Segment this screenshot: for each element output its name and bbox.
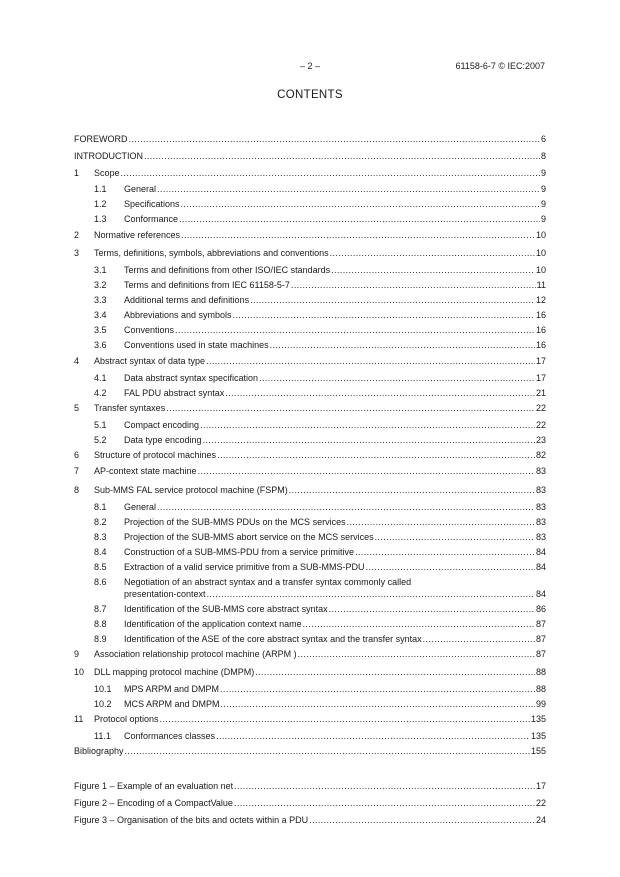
toc-entry-page: 8 [540, 151, 546, 161]
figure-entry-2[interactable] [74, 797, 546, 809]
toc-entry-page: 84 [535, 562, 546, 572]
toc-entry-label: Extraction of a valid service primitive from a SUB-MMS-PDU [124, 562, 365, 572]
toc-entry-number: 6 [74, 450, 80, 460]
header-page-number: – 2 – [299, 61, 321, 71]
toc-entry-label: Identification of the SUB-MMS core abstract syntax [124, 604, 328, 614]
toc-entry-page: 87 [535, 649, 546, 659]
toc-entry-number: 8.7 [94, 604, 107, 614]
toc-entry-number: 4.1 [94, 373, 107, 383]
toc-entry-number: 8.1 [94, 502, 107, 512]
toc-entry-page: 84 [535, 547, 546, 557]
toc-entry-page: 9 [540, 168, 546, 178]
toc-entry-label: INTRODUCTION [74, 151, 143, 161]
toc-entry-8-7[interactable] [94, 603, 546, 615]
toc-entry-label: Conventions used in state machines [124, 340, 269, 350]
toc-entry-page: 83 [535, 485, 546, 495]
toc-entry-label: presentation-context [124, 589, 206, 599]
toc-entry-8-5[interactable] [94, 561, 546, 573]
toc-entry-number: 3.6 [94, 340, 107, 350]
toc-entry-page: 88 [535, 667, 546, 677]
toc-entry-1-1[interactable] [94, 183, 546, 195]
toc-entry-number: 10 [74, 667, 85, 677]
toc-entry-label: Association relationship protocol machine (ARPM ) [94, 649, 297, 659]
page-title: CONTENTS [277, 89, 343, 101]
toc-entry-page: 87 [535, 634, 546, 644]
toc-entry-page: 88 [535, 684, 546, 694]
toc-entry-number: 1.1 [94, 184, 107, 194]
toc-entry-label: Construction of a SUB-MMS-PDU from a service primitive [124, 547, 355, 557]
toc-entry-label: DLL mapping protocol machine (DMPM) [94, 667, 255, 677]
toc-entry-number: 8.3 [94, 532, 107, 542]
toc-entry-page: 9 [540, 199, 546, 209]
toc-entry-number: 2 [74, 230, 80, 240]
toc-entry-3-4[interactable] [94, 309, 546, 321]
toc-entry-number: 7 [74, 466, 80, 476]
toc-entry-10-1[interactable] [94, 683, 546, 695]
toc-entry-label: Compact encoding [124, 420, 200, 430]
toc-entry-page: 84 [535, 589, 546, 599]
toc-entry-label: Normative references [94, 230, 181, 240]
toc-entry-number: 3.4 [94, 310, 107, 320]
toc-entry-1-2[interactable] [94, 198, 546, 210]
figure-entry-3[interactable] [74, 814, 546, 826]
toc-entry-page: 21 [535, 388, 546, 398]
toc-entry-8-6[interactable] [94, 576, 546, 588]
toc-entry-number: 3 [74, 248, 80, 258]
toc-entry-8-1[interactable] [94, 501, 546, 513]
toc-entry-number: 3.2 [94, 280, 107, 290]
toc-entry-number: 3.3 [94, 295, 107, 305]
toc-entry-page: 17 [535, 356, 546, 366]
toc-entry-number: 8.6 [94, 577, 107, 587]
toc-entry-number: 4.2 [94, 388, 107, 398]
toc-entry-label: Conventions [124, 325, 175, 335]
toc-entry-page: 10 [535, 248, 546, 258]
toc-entry-page: 16 [535, 325, 546, 335]
toc-entry-label-line1: Negotiation of an abstract syntax and a transfer syntax commonly called [124, 577, 412, 587]
toc-entry-4-2[interactable] [94, 387, 546, 399]
toc-entry-number: 5.1 [94, 420, 107, 430]
toc-entry-label: Scope [94, 168, 120, 178]
toc-entry-page: 135 [530, 714, 546, 724]
toc-entry-number: 11 [74, 714, 84, 724]
toc-entry-8-3[interactable] [94, 531, 546, 543]
toc-entry-3-6[interactable] [94, 339, 546, 351]
toc-entry-page: 155 [530, 746, 546, 756]
toc-entry-8-6-cont[interactable] [124, 588, 546, 600]
toc-entry-label: Data type encoding [124, 435, 202, 445]
toc-entry-introduction[interactable] [74, 150, 546, 162]
toc-entry-label: Terms and definitions from other ISO/IEC standards [124, 265, 331, 275]
toc-entry-page: 11 [536, 280, 546, 290]
header-standard-reference: 61158-6-7 © IEC:2007 [455, 61, 545, 71]
toc-entry-5-1[interactable] [94, 419, 546, 431]
figure-entry-page: 24 [535, 815, 546, 825]
toc-entry-label: Protocol options [94, 714, 159, 724]
toc-entry-3-5[interactable] [94, 324, 546, 336]
toc-entry-page: 83 [535, 517, 546, 527]
toc-entry-number: 8.5 [94, 562, 107, 572]
toc-entry-label: Abbreviations and symbols [124, 310, 232, 320]
toc-entry-3-2[interactable] [94, 279, 546, 291]
toc-entry-label: FOREWORD [74, 134, 128, 144]
toc-entry-page: 82 [535, 450, 546, 460]
toc-entry-number: 8.2 [94, 517, 107, 527]
toc-entry-label: Additional terms and definitions [124, 295, 250, 305]
figure-entry-page: 17 [535, 781, 546, 791]
toc-entry-page: 22 [535, 420, 546, 430]
toc-entry-label: Terms and definitions from IEC 61158-5-7 [124, 280, 290, 290]
toc-entry-page: 87 [535, 619, 546, 629]
toc-entry-10[interactable] [74, 666, 546, 678]
toc-entry-page: 135 [530, 731, 546, 741]
figure-entry-label: Figure 2 – Encoding of a CompactValue [74, 798, 233, 808]
toc-entry-number: 9 [74, 649, 80, 659]
toc-entry-7[interactable] [74, 465, 546, 477]
toc-entry-label: Identification of the application context name [124, 619, 302, 629]
toc-entry-label: AP-context state machine [94, 466, 197, 476]
toc-entry-number: 5.2 [94, 435, 107, 445]
toc-entry-label: Transfer syntaxes [94, 403, 166, 413]
toc-entry-page: 83 [535, 466, 546, 476]
figure-entry-label: Figure 3 – Organisation of the bits and octets within a PDU [74, 815, 309, 825]
toc-entry-3-1[interactable] [94, 264, 546, 276]
toc-entry-label: General [124, 184, 157, 194]
toc-entry-page: 22 [535, 403, 546, 413]
toc-entry-page: 86 [535, 604, 546, 614]
toc-entry-page: 23 [535, 435, 546, 445]
toc-entry-page: 16 [535, 310, 546, 320]
toc-entry-label: Projection of the SUB-MMS PDUs on the MCS services [124, 517, 346, 527]
toc-entry-1-3[interactable] [94, 213, 546, 225]
toc-entry-8-8[interactable] [94, 618, 546, 630]
toc-entry-number: 10.1 [94, 684, 112, 694]
toc-entry-8-4[interactable] [94, 546, 546, 558]
toc-entry-page: 12 [535, 295, 546, 305]
toc-entry-number: 8.4 [94, 547, 107, 557]
toc-entry-3-3[interactable] [94, 294, 546, 306]
toc-entry-label: Identification of the ASE of the core abstract syntax and the transfer syntax [124, 634, 422, 644]
toc-entry-number: 1.3 [94, 214, 107, 224]
toc-entry-foreword[interactable] [74, 133, 546, 145]
toc-entry-label: Projection of the SUB-MMS abort service on the MCS services [124, 532, 374, 542]
toc-entry-4-1[interactable] [94, 372, 546, 384]
toc-entry-number: 8 [74, 485, 80, 495]
toc-entry-page: 17 [535, 373, 546, 383]
toc-entry-number: 4 [74, 356, 80, 366]
toc-entry-page: 83 [535, 532, 546, 542]
toc-entry-label: MPS ARPM and DMPM [124, 684, 220, 694]
toc-entry-page: 10 [535, 265, 546, 275]
toc-entry-label: Specifications [124, 199, 180, 209]
toc-entry-label: Data abstract syntax specification [124, 373, 259, 383]
toc-entry-label: Conformance [124, 214, 179, 224]
toc-entry-label: Abstract syntax of data type [94, 356, 206, 366]
toc-entry-label: Conformances classes [124, 731, 216, 741]
toc-entry-page: 16 [535, 340, 546, 350]
toc-entry-label: Terms, definitions, symbols, abbreviations and conventions [94, 248, 329, 258]
toc-entry-1[interactable] [74, 167, 546, 179]
toc-entry-9[interactable] [74, 648, 546, 660]
toc-entry-number: 5 [74, 403, 80, 413]
toc-entry-6[interactable] [74, 449, 546, 461]
toc-entry-number: 3.1 [94, 265, 107, 275]
toc-entry-bibliography[interactable] [74, 745, 546, 757]
toc-entry-11-1[interactable] [94, 730, 546, 742]
toc-entry-10-2[interactable] [94, 698, 546, 710]
toc-entry-2[interactable] [74, 229, 546, 241]
toc-entry-number: 1.2 [94, 199, 107, 209]
toc-entry-5[interactable] [74, 402, 546, 414]
toc-entry-page: 99 [535, 699, 546, 709]
toc-entry-label: Bibliography [74, 746, 124, 756]
figure-entry-1[interactable] [74, 780, 546, 792]
toc-entry-label: MCS ARPM and DMPM [124, 699, 220, 709]
toc-entry-number: 8.9 [94, 634, 107, 644]
toc-entry-8-2[interactable] [94, 516, 546, 528]
toc-entry-number: 3.5 [94, 325, 107, 335]
toc-entry-page: 10 [535, 230, 546, 240]
toc-entry-4[interactable] [74, 355, 546, 367]
toc-entry-number: 10.2 [94, 699, 112, 709]
toc-entry-8[interactable] [74, 484, 546, 496]
toc-entry-3[interactable] [74, 247, 546, 259]
toc-entry-page: 9 [540, 214, 546, 224]
toc-entry-5-2[interactable] [94, 434, 546, 446]
toc-entry-label: Structure of protocol machines [94, 450, 217, 460]
figure-entry-label: Figure 1 – Example of an evaluation net [74, 781, 234, 791]
toc-entry-number: 1 [74, 168, 80, 178]
toc-entry-number: 8.8 [94, 619, 107, 629]
toc-entry-page: 9 [540, 184, 546, 194]
toc-entry-number: 11.1 [94, 731, 111, 741]
toc-entry-8-9[interactable] [94, 633, 546, 645]
toc-entry-11[interactable] [74, 713, 546, 725]
toc-entry-label: Sub-MMS FAL service protocol machine (FSPM) [94, 485, 288, 495]
figure-entry-page: 22 [535, 798, 546, 808]
toc-entry-page: 83 [535, 502, 546, 512]
toc-entry-label: FAL PDU abstract syntax [124, 388, 225, 398]
toc-entry-page: 6 [540, 134, 546, 144]
toc-entry-label: General [124, 502, 157, 512]
